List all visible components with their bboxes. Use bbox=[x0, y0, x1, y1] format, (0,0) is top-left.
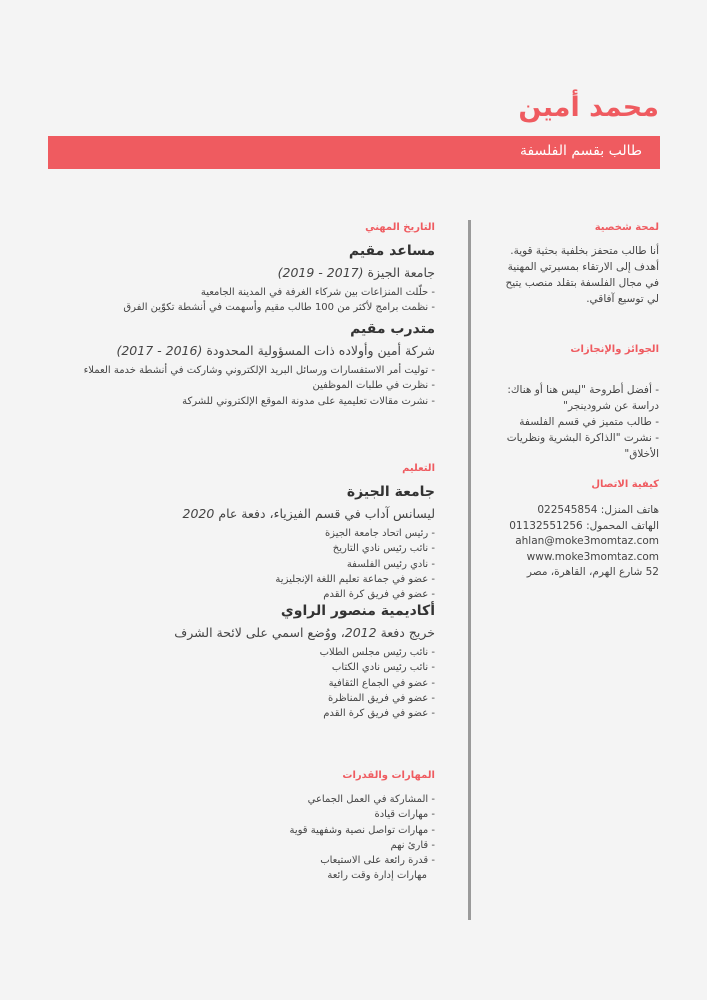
email-text: ahlan@moke3momtaz.com bbox=[515, 535, 659, 548]
profile-text: أنا طالب متحفز بخلفية بحثية قوية. أهدف إلى الارتقاء بمسيرتي المهنية في مجال الفلسفة بتقلد منصب يتيح لي توسيع آفاقي. bbox=[505, 245, 659, 305]
job-title: متدرب مقيم bbox=[350, 321, 435, 337]
home-phone: هاتف المنزل: 022545854 bbox=[537, 504, 659, 516]
list-item: - عضو في فريق المناظرة bbox=[130, 691, 435, 706]
job-title: مساعد مقيم bbox=[348, 243, 435, 259]
list-item: - نائب رئيس نادي التاريخ bbox=[130, 541, 435, 556]
website-text: www.moke3momtaz.com bbox=[526, 550, 659, 563]
list-item: - نظرت في طلبات الموظفين bbox=[130, 378, 435, 393]
title-banner bbox=[48, 136, 660, 169]
school-name: جامعة الجيزة bbox=[346, 484, 435, 500]
job-bullets bbox=[83, 363, 435, 409]
list-item: - عضو في فريق كرة القدم bbox=[130, 587, 435, 602]
degree-suffix: ، ووُضع اسمي على لائحة الشرف bbox=[174, 625, 345, 640]
awards-block bbox=[498, 382, 659, 462]
address-text: 52 شارع الهرم، القاهرة، مصر bbox=[526, 566, 659, 579]
degree-text: ليسانس آداب في قسم الفيزياء، دفعة عام bbox=[218, 506, 435, 521]
job-date: (2016 - 2017) bbox=[116, 343, 203, 358]
contact-heading: كيفية الاتصال bbox=[591, 479, 659, 490]
list-item: - نشرت مقالات تعليمية على مدونة الموقع الإلكتروني للشركة bbox=[130, 394, 435, 409]
list-item: - نادي رئيس الفلسفة bbox=[130, 557, 435, 572]
skill-last-item: مهارات إدارة وقت رائعة bbox=[327, 870, 427, 882]
skills-bullets bbox=[130, 792, 435, 868]
list-item: - عضو في فريق كرة القدم bbox=[130, 706, 435, 721]
job-entry bbox=[123, 242, 435, 316]
education-heading: التعليم bbox=[402, 463, 435, 474]
job-bullets bbox=[123, 285, 435, 316]
list-item: - نائب رئيس نادي الكتاب bbox=[130, 660, 435, 675]
contact-block bbox=[488, 503, 659, 581]
degree-prefix: خريج دفعة bbox=[380, 625, 435, 640]
experience-heading: التاريخ المهني bbox=[365, 222, 435, 233]
job-org: شركة أمين وأولاده ذات المسؤولية المحدودة bbox=[206, 343, 435, 358]
job-date: (2017 - 2019) bbox=[277, 265, 364, 280]
list-item: - نشرت "الذاكرة البشرية ونظريات الأخلاق" bbox=[498, 430, 659, 462]
awards-heading: الجوائز والإنجازات bbox=[570, 344, 659, 355]
list-item: - قدرة رائعة على الاستيعاب bbox=[130, 853, 435, 868]
job-title-text: طالب بقسم الفلسفة bbox=[519, 143, 642, 159]
list-item: - نظمت برامج لأكثر من 100 طالب مقيم وأسهمت في أنشطة تكوّين الفرق bbox=[130, 300, 435, 315]
list-item: - أفضل أطروحة "ليس هنا أو هناك: دراسة عن شرودينجر" bbox=[498, 382, 659, 414]
school-name: أكاديمية منصور الراوي bbox=[280, 603, 435, 619]
candidate-name: محمد أمين bbox=[518, 92, 659, 123]
education-bullets bbox=[130, 645, 435, 721]
degree-year: 2020 bbox=[182, 506, 215, 521]
list-item: - توليت أمر الاستفسارات ورسائل البريد الإلكتروني وشاركت في أنشطة خدمة العملاء bbox=[130, 363, 435, 378]
column-divider bbox=[468, 220, 471, 920]
list-item: - نائب رئيس مجلس الطلاب bbox=[130, 645, 435, 660]
list-item: - حلّلت المنزاعات بين شركاء الغرفة في المدينة الجامعية bbox=[130, 285, 435, 300]
profile-heading: لمحة شخصية bbox=[594, 222, 659, 233]
list-item: - عضو في الجماع الثقافية bbox=[130, 676, 435, 691]
mobile-phone: الهاتف المحمول: 01132551256 bbox=[509, 519, 659, 532]
awards-bullets bbox=[498, 382, 659, 462]
list-item: - قارئ نهم bbox=[130, 838, 435, 853]
job-org-line bbox=[130, 265, 435, 281]
degree-line bbox=[130, 506, 435, 522]
list-item: - طالب متميز في قسم الفلسفة bbox=[498, 414, 659, 430]
list-item: - عضو في جماعة تعليم اللغة الإنجليزية bbox=[130, 572, 435, 587]
job-entry bbox=[83, 320, 435, 409]
education-entry bbox=[130, 602, 435, 721]
job-org-line bbox=[116, 343, 435, 359]
degree-line bbox=[130, 625, 435, 641]
list-item: - المشاركة في العمل الجماعي bbox=[130, 792, 435, 807]
skills-heading: المهارات والقدرات bbox=[342, 770, 435, 781]
list-item: - مهارات تواصل نصية وشفهية قوية bbox=[130, 823, 435, 838]
education-bullets bbox=[130, 526, 435, 602]
list-item: - رئيس اتحاد جامعة الجيزة bbox=[130, 526, 435, 541]
job-org: جامعة الجيزة bbox=[367, 265, 435, 280]
degree-year: 2012 bbox=[344, 625, 377, 640]
list-item: - مهارات قيادة bbox=[130, 807, 435, 822]
education-entry bbox=[130, 483, 435, 602]
skills-block bbox=[130, 792, 435, 884]
